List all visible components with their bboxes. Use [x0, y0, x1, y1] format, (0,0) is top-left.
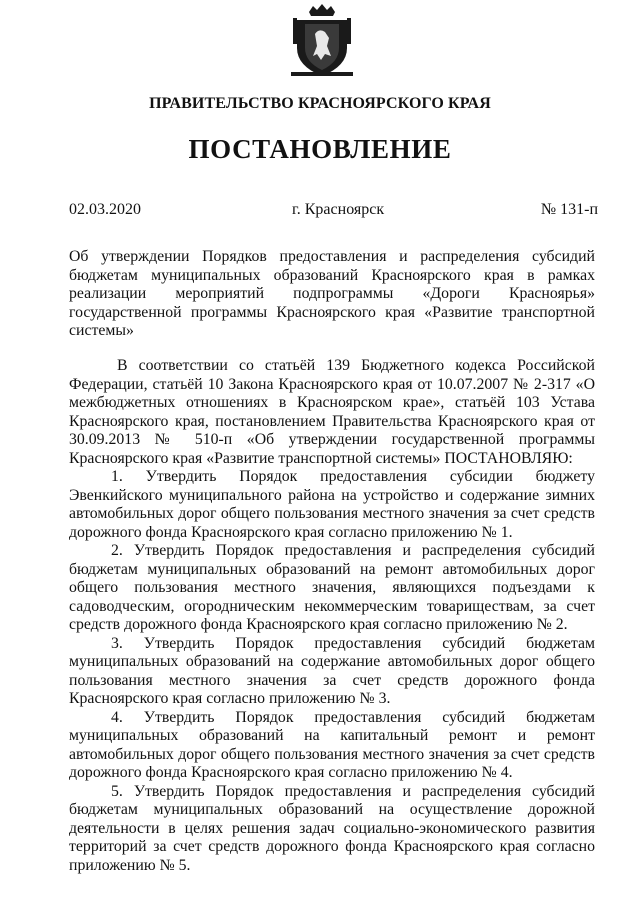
document-number: № 131-п — [540, 201, 598, 218]
preamble-paragraph: В соответствии со статьёй 139 Бюджетного кодекса Российской Федерации, статьёй 10 Закона Красноярского края от 10.07.2007 № 2-317 «О межбюджетных отношениях в Красноярском крае», статьёй 103 Устава Красноярского края, постановлением Правительства Красноярского края от 30.09.2013 № 510-п «Об утверждении государственной программы Красноярского края «Развитие транспортной системы» ПОСТАНОВЛЯЮ: — [69, 357, 595, 467]
resolution-item-3: 3. Утвердить Порядок предоставления субсидий бюджетам муниципальных образований на содержание автомобильных дорог общего пользования местного значения за счет средств дорожного фонда Красноярского края согласно приложению № 3. — [69, 634, 595, 707]
resolution-item-2: 2. Утвердить Порядок предоставления и распределения субсидий бюджетам муниципальных образований на ремонт автомобильных дорог общего пользования местного значения, являющихся подъездами к садоводческим, огородническим некоммерческим товариществам, за счет средств дорожного фонда Красноярского края согласно приложению № 2. — [69, 542, 595, 633]
document-subject: Об утверждении Порядков предоставления и распределения субсидий бюджетам муниципальных образований Красноярского края в рамках реализации мероприятий подпрограммы «Дороги Красноярья» государственной программы Красноярского края «Развитие транспортной системы» — [69, 248, 595, 340]
resolution-item-1: 1. Утвердить Порядок предоставления субсидии бюджету Эвенкийского муниципального района на устройство и содержание зимних автомобильных дорог общего пользования местного значения за счет средств дорожного фонда Красноярского края согласно приложению № 1. — [69, 468, 595, 541]
resolution-item-5: 5. Утвердить Порядок предоставления и распределения субсидий бюджетам муниципальных образований на осуществление дорожной деятельности в целях решения задач социально-экономического развития территорий за счет средств дорожного фонда Красноярского края согласно приложению № 5. — [69, 782, 595, 874]
resolution-item-4: 4. Утвердить Порядок предоставления субсидий бюджетам муниципальных образований на капитальный ремонт и ремонт автомобильных дорог общего пользования местного значения за счет средств дорожного фонда Красноярского края согласно приложению № 4. — [69, 708, 595, 781]
document-city: г. Красноярск — [292, 201, 385, 218]
document-title: ПОСТАНОВЛЕНИЕ — [188, 134, 452, 164]
document-date: 02.03.2020 — [69, 201, 141, 218]
krasnoyarsk-coat-of-arms-icon — [291, 4, 353, 78]
document-body — [69, 357, 595, 875]
organization-name: ПРАВИТЕЛЬСТВО КРАСНОЯРСКОГО КРАЯ — [149, 95, 491, 112]
